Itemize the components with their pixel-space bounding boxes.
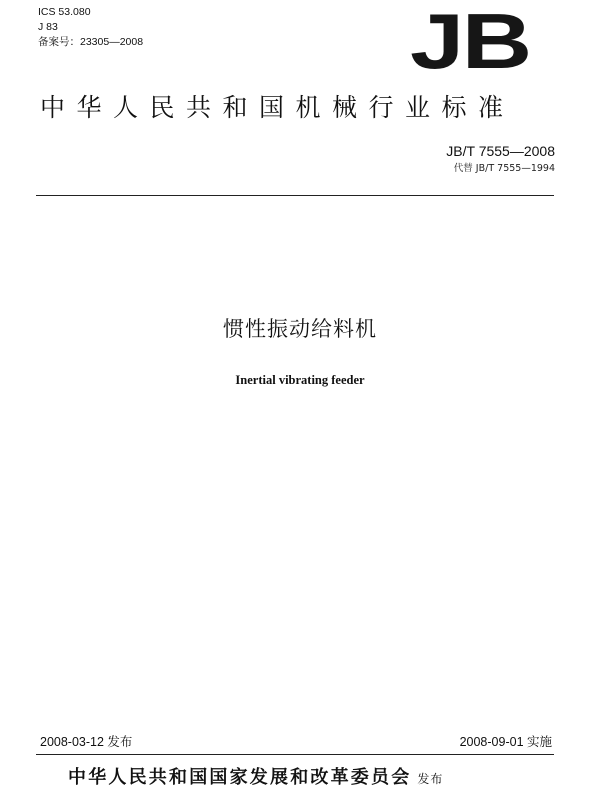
publisher-name: 中华人民共和国国家发展和改革委员会 <box>68 767 412 788</box>
implementation-date: 2008-09-01 实施 <box>459 735 552 749</box>
filing-number: 备案号：23305—2008 <box>38 36 144 48</box>
bottom-divider <box>36 754 554 755</box>
issue-date: 2008-03-12 发布 <box>40 735 133 749</box>
replaces-standard: 代替 JB/T 7555—1994 <box>453 163 555 174</box>
standard-title: 中华人民共和国机械行业标准 <box>40 93 515 122</box>
jb-logo <box>409 0 530 85</box>
top-divider <box>36 195 554 196</box>
jb-logo-text: JB <box>409 0 530 85</box>
standard-code: JB/T 7555—2008 <box>446 143 555 159</box>
publisher-line <box>68 765 568 792</box>
ics-number: ICS 53.080 <box>38 6 91 18</box>
publisher-suffix: 发布 <box>417 772 444 786</box>
category-code: J 83 <box>38 21 58 33</box>
document-title-english: Inertial vibrating feeder <box>235 373 365 387</box>
document-title-chinese: 惯性振动给料机 <box>223 317 377 341</box>
